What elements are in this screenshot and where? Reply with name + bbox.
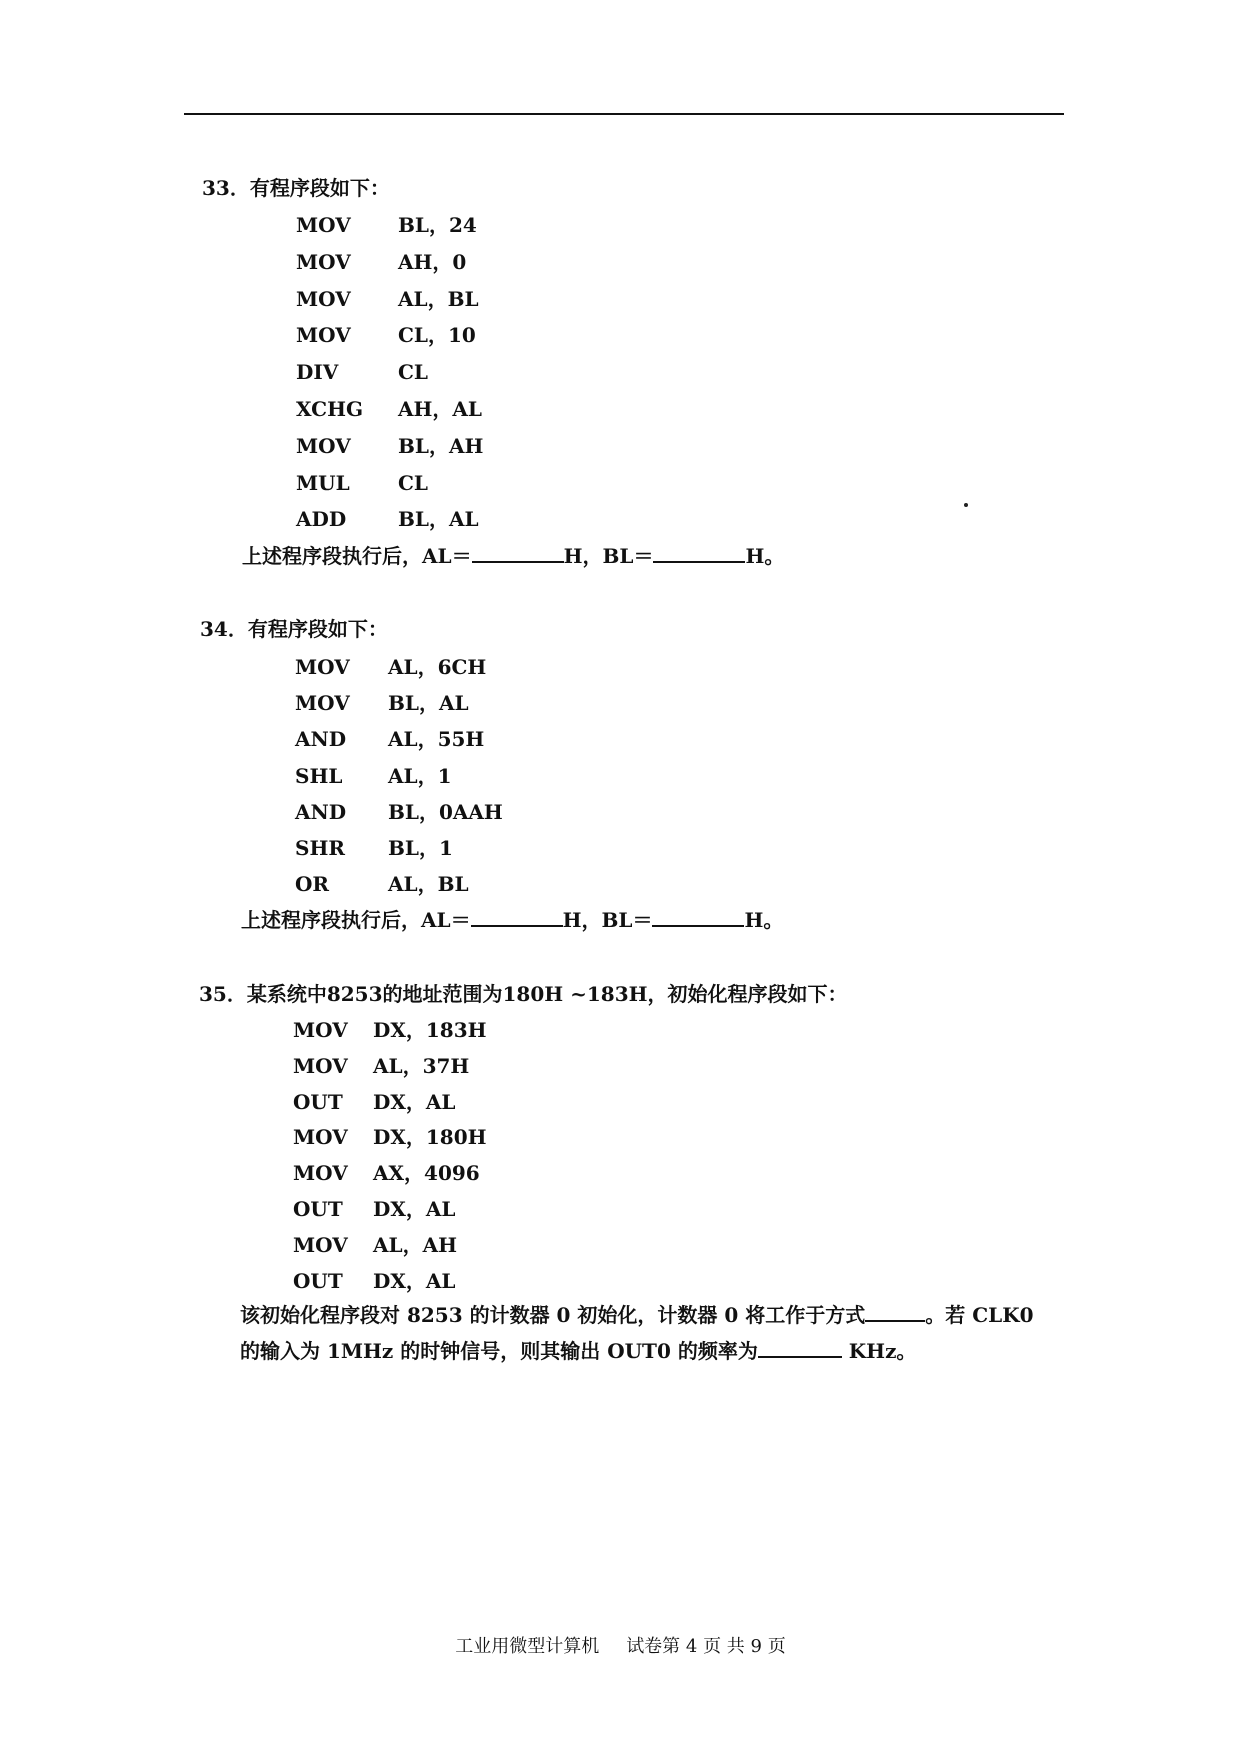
code-operands: BL，AL <box>398 507 479 532</box>
code-opcode: SHL <box>295 763 343 788</box>
answer-text: 上述程序段执行后，AL＝ <box>242 544 472 568</box>
code-opcode: AND <box>295 727 347 752</box>
code-operands: CL <box>398 360 428 385</box>
top-rule <box>184 113 1064 115</box>
code-operands: CL <box>398 470 428 495</box>
answer-text: H。 <box>744 908 784 932</box>
code-operands: AL，BL <box>398 286 479 311</box>
question-33-title: 33．有程序段如下： <box>202 176 390 200</box>
code-opcode: MOV <box>295 691 350 716</box>
page-footer <box>0 1636 1241 1658</box>
code-operands: BL，0AAH <box>388 799 503 824</box>
code-operands: AX，4096 <box>373 1161 480 1186</box>
answer-text: 的输入为 1MHz 的时钟信号，则其输出 OUT0 的频率为 <box>240 1339 758 1363</box>
code-operands: CL，10 <box>398 323 476 348</box>
question-34-answer <box>241 907 783 932</box>
code-operands: BL，1 <box>388 836 453 860</box>
question-33-answer <box>242 543 784 568</box>
code-opcode: DIV <box>296 360 339 385</box>
code-opcode: MUL <box>296 470 350 495</box>
answer-text: H，BL＝ <box>563 544 654 568</box>
code-opcode: MOV <box>295 655 350 679</box>
code-opcode: MOV <box>296 249 351 274</box>
answer-text: 上述程序段执行后，AL＝ <box>241 908 471 932</box>
question-35-title: 35．某系统中8253的地址范围为180H ~183H，初始化程序段如下： <box>199 982 848 1006</box>
answer-text: 。若 CLK0 <box>925 1303 1034 1327</box>
code-opcode: SHR <box>295 836 345 860</box>
question-34-title: 34．有程序段如下： <box>200 617 388 641</box>
question-35-line2 <box>240 1338 916 1363</box>
code-operands: AH，0 <box>398 249 467 274</box>
code-operands: BL，24 <box>398 213 477 237</box>
answer-blank-mode[interactable] <box>865 1302 925 1322</box>
code-opcode: MOV <box>293 1018 348 1042</box>
footer-course: 工业用微型计算机 <box>455 1636 600 1657</box>
code-operands: DX，AL <box>373 1197 456 1221</box>
scan-speck <box>964 503 968 507</box>
footer-page-info: 试卷第 4 页 共 9 页 <box>626 1636 786 1657</box>
answer-blank-frequency[interactable] <box>758 1338 842 1358</box>
answer-text: H，BL＝ <box>562 908 653 932</box>
code-operands: AL，AH <box>373 1232 457 1257</box>
code-operands: DX，AL <box>373 1089 456 1114</box>
code-operands: DX，180H <box>373 1125 487 1150</box>
code-operands: BL，AH <box>398 433 484 458</box>
code-operands: AH，AL <box>398 397 482 421</box>
code-opcode: MOV <box>296 286 351 311</box>
code-operands: AL，55H <box>388 727 485 752</box>
answer-blank-al[interactable] <box>471 907 563 927</box>
answer-blank-bl[interactable] <box>653 543 745 563</box>
answer-text: KHz。 <box>848 1339 917 1363</box>
code-opcode: OUT <box>293 1197 343 1221</box>
code-operands: AL，6CH <box>388 655 487 679</box>
code-opcode: AND <box>295 799 347 824</box>
code-operands: AL，37H <box>373 1053 470 1078</box>
code-operands: DX，183H <box>373 1018 487 1042</box>
code-opcode: MOV <box>293 1232 348 1257</box>
code-opcode: XCHG <box>296 397 364 421</box>
answer-text: 该初始化程序段对 8253 的计数器 0 初始化，计数器 0 将工作于方式 <box>240 1303 866 1327</box>
answer-blank-bl[interactable] <box>652 907 744 927</box>
code-opcode: MOV <box>296 433 351 458</box>
code-operands: AL，BL <box>388 872 469 897</box>
code-opcode: MOV <box>296 323 351 348</box>
code-operands: DX，AL <box>373 1268 456 1293</box>
answer-blank-al[interactable] <box>472 543 564 563</box>
code-opcode: ADD <box>296 507 347 532</box>
code-opcode: OUT <box>293 1268 343 1293</box>
code-operands: AL，1 <box>388 763 452 788</box>
code-operands: BL，AL <box>388 691 469 716</box>
code-opcode: MOV <box>293 1161 348 1186</box>
code-opcode: MOV <box>293 1053 348 1078</box>
code-opcode: OUT <box>293 1089 343 1114</box>
answer-text: H。 <box>745 544 785 568</box>
code-opcode: OR <box>295 872 330 897</box>
code-opcode: MOV <box>293 1125 348 1150</box>
code-opcode: MOV <box>296 213 351 237</box>
question-35-line1 <box>240 1302 1034 1327</box>
